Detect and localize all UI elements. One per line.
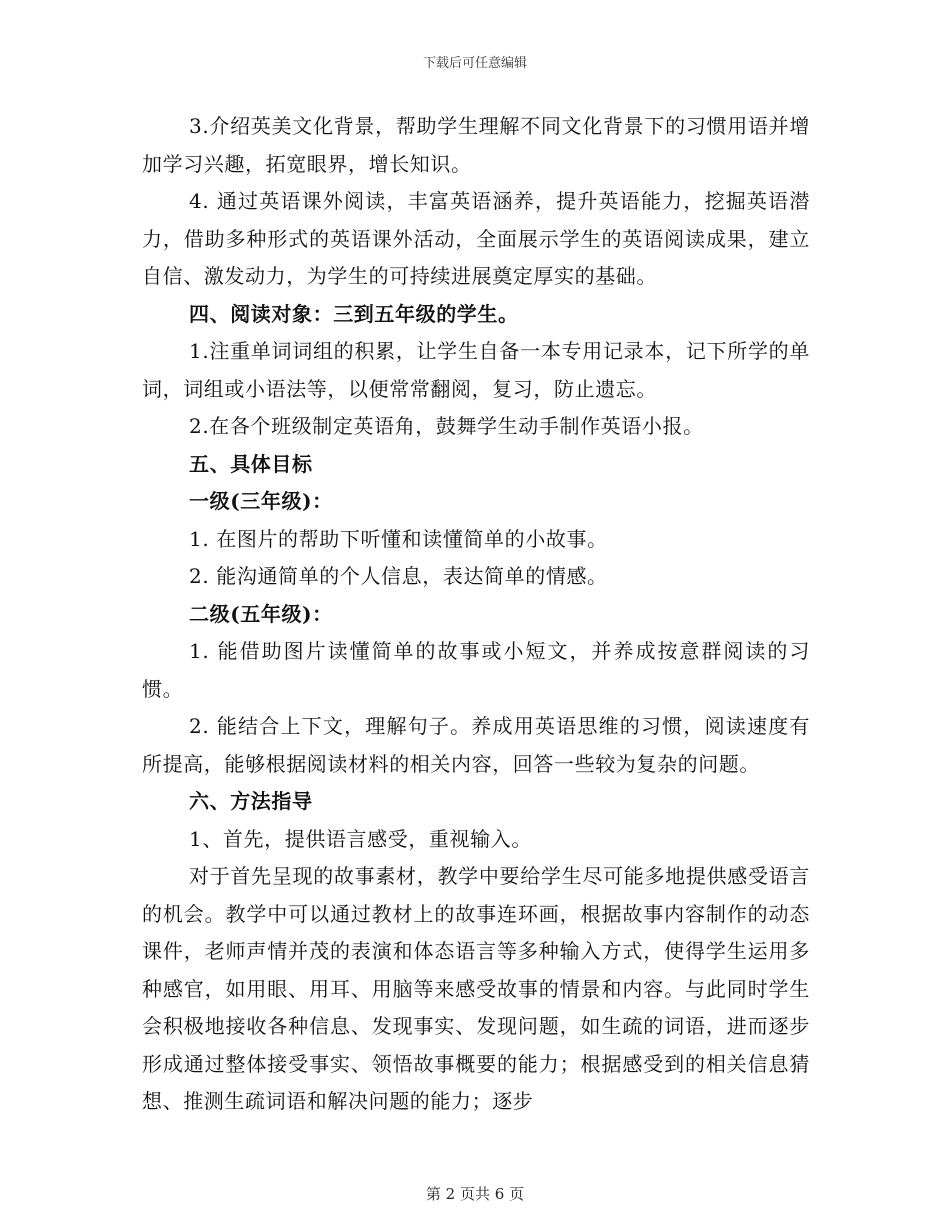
page-footer: 第 2 页共 6 页 (425, 1185, 525, 1203)
subsection-heading: 一级(三年级)： (189, 489, 333, 513)
paragraph: 1.注重单词词组的积累，让学生自备一本专用记录本，记下所学的单词，词组或小语法等，以便常常翻阅，复习，防止遗忘。 (142, 339, 810, 401)
paragraph: 2.在各个班级制定英语角，鼓舞学生动手制作英语小报。 (189, 414, 704, 438)
paragraph: 1. 在图片的帮助下听懂和读懂简单的小故事。 (189, 526, 608, 551)
section-heading: 五、具体目标 (189, 451, 313, 476)
page-header: 下载后可任意编辑 (422, 56, 527, 71)
paragraph: 1. 能借助图片读懂简单的故事或小短文，并养成按意群阅读的习惯。 (142, 639, 810, 701)
paragraph: 对于首先呈现的故事素材，教学中要给学生尽可能多地提供感受语言的机会。教学中可以通过教材上的故事连环画，根据故事内容制作的动态课件，老师声情并茂的表演和体态语言等多种输入方式，使得学生运用多种感官，如用眼、用耳、用脑等来感受故事的情景和内容。与此同时学生会积极地接收各种信息、发现事实、发现问题，如生疏的词语，进而逐步形成通过整体接受事实、领悟故事概要的能力；根据感受到的相关信息猜想、推测生疏词语和解决问题的能力；逐步 (142, 864, 810, 1113)
section-heading: 四、阅读对象：三到五年级的学生。 (189, 301, 519, 326)
paragraph: 2. 能沟通简单的个人信息，表达简单的情感。 (189, 564, 608, 588)
paragraph: 1、首先，提供语言感受，重视输入。 (189, 826, 532, 851)
subsection-heading: 二级(五年级)： (189, 601, 333, 626)
paragraph: 2. 能结合上下文，理解句子。养成用英语思维的习惯，阅读速度有所提高，能够根据阅读材料的相关内容，回答一些较为复杂的问题。 (142, 714, 810, 776)
paragraph: 3.介绍英美文化背景，帮助学生理解不同文化背景下的习惯用语并增加学习兴趣，拓宽眼界，增长知识。 (142, 114, 810, 176)
document-body (142, 108, 810, 1121)
paragraph: 4. 通过英语课外阅读，丰富英语涵养，提升英语能力，挖掘英语潜力，借助多种形式的英语课外活动，全面展示学生的英语阅读成果，建立自信、激发动力，为学生的可持续进展奠定厚实的基础。 (142, 189, 810, 288)
section-heading: 六、方法指导 (189, 789, 313, 813)
